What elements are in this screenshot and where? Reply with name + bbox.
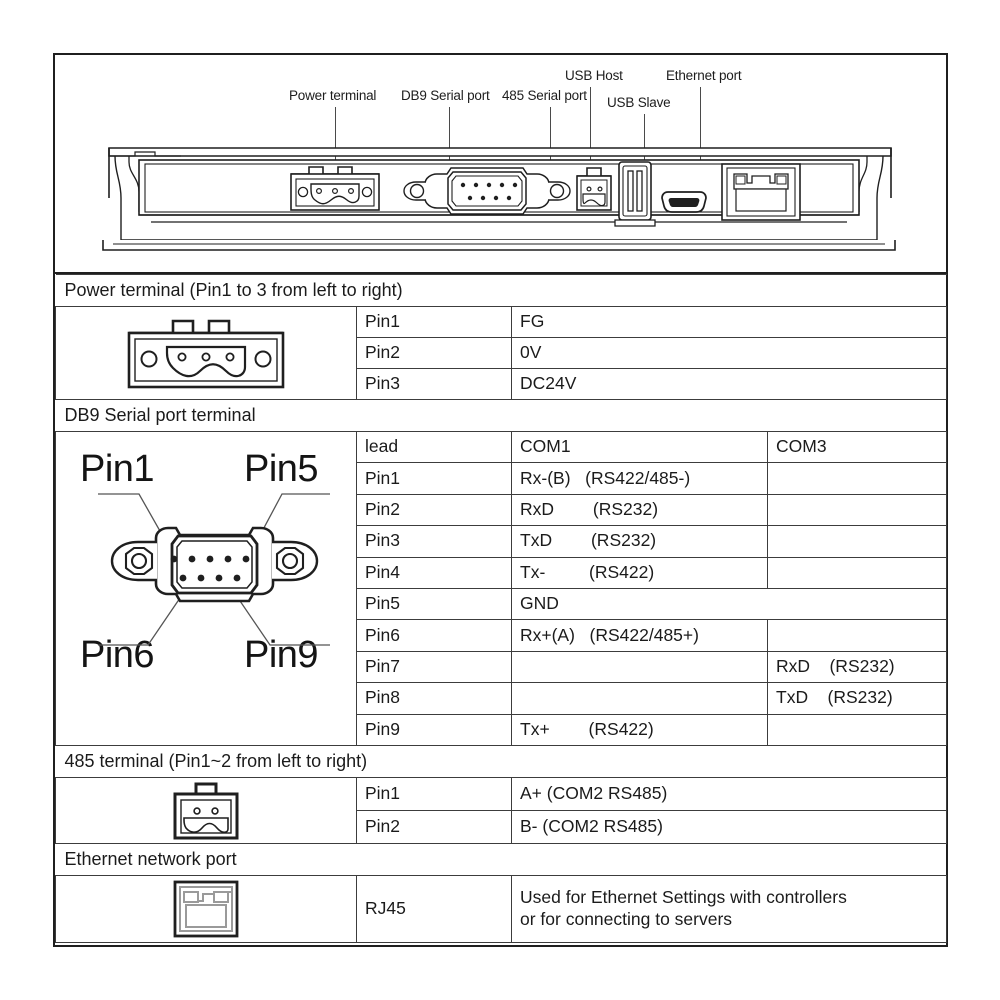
db9-com1-value <box>512 651 768 682</box>
db9-com1-value: Tx+ (RS422) <box>512 714 768 745</box>
rj45-connector-image <box>56 876 357 943</box>
db9-com1-value: TxD (RS232) <box>512 526 768 557</box>
db9-com3-value <box>768 494 947 525</box>
callout-label-power-terminal: Power terminal <box>289 88 377 103</box>
device-port-usb-slave <box>662 192 706 212</box>
db9-pin6-label: Pin6 <box>80 634 155 676</box>
db9-com1-value: Rx+(A) (RS422/485+) <box>512 620 768 651</box>
table-row-db9-header <box>56 432 947 463</box>
power-pin-value: DC24V <box>512 369 947 400</box>
device-port-ethernet <box>722 164 800 220</box>
device-port-usb-host <box>615 162 655 226</box>
callout-label-db9-serial-port: DB9 Serial port <box>401 88 490 103</box>
content-frame <box>53 53 948 947</box>
ethernet-description-line2: or for connecting to servers <box>520 909 733 929</box>
db9-connector-image <box>56 432 357 746</box>
power-terminal-connector-image <box>56 307 357 400</box>
db9-com1-value: Tx- (RS422) <box>512 557 768 588</box>
db9-pin-label: Pin3 <box>357 526 512 557</box>
db9-com1-value: Rx-(B) (RS422/485-) <box>512 463 768 494</box>
db9-com1-value: RxD (RS232) <box>512 494 768 525</box>
section-header-485 <box>56 746 947 778</box>
callout-label-usb-slave: USB Slave <box>607 95 671 110</box>
ethernet-description <box>512 876 947 943</box>
rs485-pin-label: Pin1 <box>357 778 512 811</box>
db9-com3-value <box>768 526 947 557</box>
pinout-table <box>55 274 947 943</box>
power-pin-value: 0V <box>512 338 947 369</box>
section-header-db9 <box>56 400 947 432</box>
section-header-ethernet-label: Ethernet network port <box>56 844 947 876</box>
db9-pin-label: Pin8 <box>357 683 512 714</box>
db9-com3-value: RxD (RS232) <box>768 651 947 682</box>
power-pin-label: Pin3 <box>357 369 512 400</box>
table-row <box>56 307 947 338</box>
db9-pin-label: Pin6 <box>357 620 512 651</box>
section-header-power-terminal-label: Power terminal (Pin1 to 3 from left to right) <box>56 275 947 307</box>
db9-pin1-label: Pin1 <box>80 448 155 490</box>
db9-pin9-label: Pin9 <box>244 634 319 676</box>
db9-pin-label: Pin5 <box>357 588 512 619</box>
db9-com3-value <box>768 714 947 745</box>
db9-col-header-com1: COM1 <box>512 432 768 463</box>
rs485-pin-value: B- (COM2 RS485) <box>512 811 947 844</box>
table-row <box>56 778 947 811</box>
callout-label-usb-host: USB Host <box>565 68 623 83</box>
db9-pin-label: Pin2 <box>357 494 512 525</box>
db9-com3-value: TxD (RS232) <box>768 683 947 714</box>
db9-pin-label: Pin1 <box>357 463 512 494</box>
section-header-db9-label: DB9 Serial port terminal <box>56 400 947 432</box>
db9-pin-label: Pin4 <box>357 557 512 588</box>
db9-com3-value <box>768 557 947 588</box>
device-port-power-terminal <box>291 167 379 210</box>
device-illustration-panel <box>55 55 946 274</box>
section-header-power-terminal <box>56 275 947 307</box>
db9-pin-label: Pin9 <box>357 714 512 745</box>
power-pin-value: FG <box>512 307 947 338</box>
db9-com1-value <box>512 683 768 714</box>
callout-label-ethernet-port: Ethernet port <box>666 68 742 83</box>
rs485-pin-label: Pin2 <box>357 811 512 844</box>
db9-col-header-com3: COM3 <box>768 432 947 463</box>
rs485-connector-image <box>56 778 357 844</box>
db9-pin5-label: Pin5 <box>244 448 319 490</box>
section-header-ethernet <box>56 844 947 876</box>
db9-com3-value <box>768 463 947 494</box>
db9-pin-label: Pin7 <box>357 651 512 682</box>
ethernet-description-line1: Used for Ethernet Settings with controllers <box>520 887 847 908</box>
callout-label-485-serial-port: 485 Serial port <box>502 88 587 103</box>
power-pin-label: Pin2 <box>357 338 512 369</box>
power-pin-label: Pin1 <box>357 307 512 338</box>
table-row <box>56 876 947 943</box>
db9-col-header-lead: lead <box>357 432 512 463</box>
ethernet-connector-label: RJ45 <box>357 876 512 943</box>
rs485-pin-value: A+ (COM2 RS485) <box>512 778 947 811</box>
device-rear-panel-drawing <box>95 140 905 255</box>
db9-com1-value: GND <box>512 588 947 619</box>
section-header-485-label: 485 terminal (Pin1~2 from left to right) <box>56 746 947 778</box>
db9-com3-value <box>768 620 947 651</box>
